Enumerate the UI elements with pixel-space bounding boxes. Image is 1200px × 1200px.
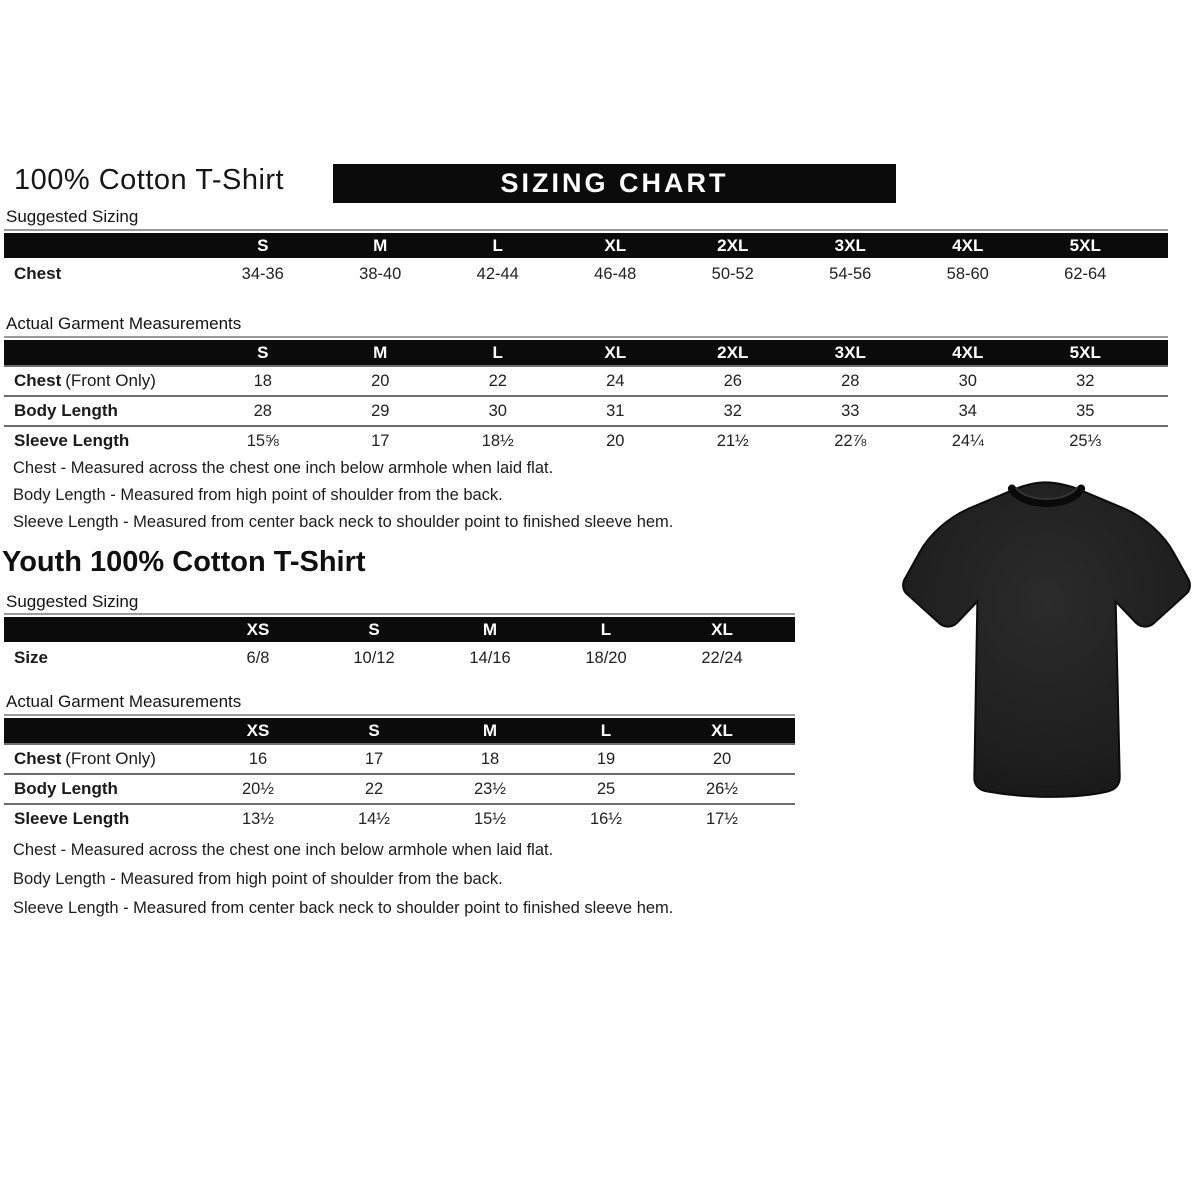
- page-title: 100% Cotton T-Shirt: [14, 164, 285, 196]
- table-cell: 25: [596, 780, 616, 798]
- sizing-chart-banner: SIZING CHART: [333, 164, 896, 203]
- header-spacer: [1144, 340, 1168, 365]
- table-row-body-length: [4, 395, 1168, 425]
- table-cell: 19: [596, 750, 616, 768]
- tshirt-product-image: [893, 470, 1198, 808]
- table-cell: 22: [488, 372, 507, 390]
- table-header-row: [4, 340, 1168, 365]
- table-row-chest-front-only: [4, 365, 1168, 395]
- table-cell: 22⅞: [834, 432, 867, 450]
- note-body-length: Body Length - Measured from high point of shoulder from the back.: [13, 870, 503, 888]
- size-col-header: L: [600, 620, 612, 639]
- size-col-header: L: [492, 343, 503, 362]
- note-chest: Chest - Measured across the chest one inch below armhole when laid flat.: [13, 841, 554, 859]
- table-cell: 62-64: [1064, 265, 1107, 283]
- table-cell: 26: [723, 372, 742, 390]
- table-cell: 28: [841, 372, 860, 390]
- youth-suggested-sizing-table: [4, 613, 795, 674]
- table-cell: 30: [958, 372, 977, 390]
- size-col-header: 5XL: [1069, 343, 1101, 362]
- header-spacer: [4, 340, 204, 365]
- table-cell: 50-52: [711, 265, 754, 283]
- adult-measurement-notes: [13, 459, 673, 540]
- table-cell: 22/24: [701, 649, 743, 667]
- size-col-header: XL: [604, 343, 627, 362]
- size-col-header: XL: [604, 236, 627, 255]
- table-cell: 33: [841, 402, 860, 420]
- table-cell: 18: [253, 372, 272, 390]
- table-cell: 28: [253, 402, 272, 420]
- row-label-main: Chest: [14, 371, 62, 390]
- table-cell: 21½: [716, 432, 749, 450]
- table-cell: 6/8: [246, 649, 270, 667]
- table-cell: 46-48: [594, 265, 637, 283]
- youth-suggested-sizing-label: Suggested Sizing: [6, 592, 139, 611]
- table-cell: 32: [723, 402, 742, 420]
- size-col-header: M: [482, 620, 498, 639]
- adult-measurements-table: [4, 336, 1168, 455]
- size-col-header: 2XL: [717, 343, 749, 362]
- table-cell: 14/16: [469, 649, 511, 667]
- row-label: Body Length: [14, 779, 118, 798]
- size-col-header: 3XL: [834, 236, 866, 255]
- note-sleeve-length: Sleeve Length - Measured from center back neck to shoulder point to finished sleeve hem.: [13, 513, 674, 531]
- table-row-sleeve-length: [4, 425, 1168, 455]
- table-cell: 31: [606, 402, 625, 420]
- size-col-header: S: [368, 620, 380, 639]
- table-header-row: [4, 718, 795, 743]
- size-col-header: 3XL: [834, 343, 866, 362]
- table-cell: 20: [712, 750, 732, 768]
- table-cell: 29: [371, 402, 390, 420]
- table-cell: 58-60: [946, 265, 989, 283]
- size-col-header: L: [600, 721, 612, 740]
- header-spacer: [780, 718, 795, 743]
- table-cell: 16: [248, 750, 268, 768]
- row-label-main: Chest: [14, 749, 62, 768]
- size-col-header: 4XL: [952, 236, 984, 255]
- table-cell: 26½: [705, 780, 739, 798]
- table-cell: 14½: [357, 810, 391, 828]
- size-col-header: XL: [711, 721, 733, 740]
- size-col-header: M: [373, 343, 388, 362]
- size-col-header: XS: [246, 620, 270, 639]
- table-cell: 34: [958, 402, 977, 420]
- size-col-header: L: [492, 236, 503, 255]
- table-cell: 20: [606, 432, 625, 450]
- header-spacer: [4, 718, 200, 743]
- table-cell: 30: [488, 402, 507, 420]
- table-cell: 32: [1076, 372, 1095, 390]
- table-cell: 23½: [473, 780, 507, 798]
- table-cell: 34-36: [241, 265, 284, 283]
- adult-suggested-sizing-table: [4, 229, 1168, 290]
- size-col-header: S: [257, 343, 269, 362]
- size-col-header: 4XL: [952, 343, 984, 362]
- table-row-size: [4, 642, 795, 674]
- table-cell: 10/12: [353, 649, 395, 667]
- table-cell: 17½: [705, 810, 739, 828]
- table-cell: 15⅝: [246, 432, 279, 450]
- header-spacer: [780, 617, 795, 642]
- table-cell: 18½: [481, 432, 514, 450]
- note-chest: Chest - Measured across the chest one inch below armhole when laid flat.: [13, 459, 554, 477]
- header-spacer: [4, 233, 204, 258]
- row-label: [4, 745, 200, 773]
- row-label-suffix: (Front Only): [65, 749, 156, 768]
- table-cell: 15½: [473, 810, 507, 828]
- size-col-header: M: [373, 236, 388, 255]
- table-cell: 35: [1076, 402, 1095, 420]
- table-cell: 22: [364, 780, 384, 798]
- size-col-header: XL: [711, 620, 733, 639]
- note-body-length: Body Length - Measured from high point of shoulder from the back.: [13, 486, 503, 504]
- table-cell: 24: [606, 372, 625, 390]
- table-row-sleeve-length: [4, 803, 795, 833]
- table-cell: 25⅓: [1069, 432, 1102, 450]
- table-row-chest-front-only: [4, 743, 795, 773]
- table-cell: 18: [480, 750, 500, 768]
- size-col-header: 2XL: [717, 236, 749, 255]
- adult-measurements-label: Actual Garment Measurements: [6, 314, 242, 333]
- tshirt-body-shape: [903, 482, 1190, 796]
- table-cell: 20½: [241, 780, 275, 798]
- table-row-chest: [4, 258, 1168, 290]
- header-spacer: [1144, 233, 1168, 258]
- row-label-suffix: (Front Only): [65, 371, 156, 390]
- table-header-row: [4, 233, 1168, 258]
- table-cell: 17: [371, 432, 390, 450]
- youth-measurements-label: Actual Garment Measurements: [6, 692, 242, 711]
- row-label: Body Length: [14, 401, 118, 420]
- size-col-header: S: [257, 236, 269, 255]
- adult-suggested-sizing-label: Suggested Sizing: [6, 207, 139, 226]
- size-col-header: S: [368, 721, 380, 740]
- table-cell: 20: [371, 372, 390, 390]
- table-cell: 13½: [241, 810, 275, 828]
- row-label: Sleeve Length: [14, 431, 130, 450]
- table-header-row: [4, 617, 795, 642]
- header-spacer: [4, 617, 200, 642]
- table-cell: 18/20: [585, 649, 627, 667]
- table-cell: 17: [364, 750, 384, 768]
- size-col-header: 5XL: [1069, 236, 1101, 255]
- table-cell: 24¼: [951, 432, 984, 450]
- table-cell: 38-40: [359, 265, 402, 283]
- size-col-header: XS: [246, 721, 270, 740]
- youth-measurement-notes: [13, 841, 673, 926]
- table-row-body-length: [4, 773, 795, 803]
- table-cell: 16½: [589, 810, 623, 828]
- row-label: [4, 367, 204, 395]
- table-cell: 42-44: [476, 265, 519, 283]
- size-col-header: M: [482, 721, 498, 740]
- row-label: Sleeve Length: [14, 809, 130, 828]
- table-cell: 54-56: [829, 265, 872, 283]
- row-label: Size: [14, 648, 49, 667]
- black-tshirt-graphic: [893, 470, 1198, 808]
- note-sleeve-length: Sleeve Length - Measured from center back neck to shoulder point to finished sleeve hem.: [13, 899, 674, 917]
- row-label: Chest: [14, 264, 62, 283]
- youth-title: Youth 100% Cotton T-Shirt: [2, 546, 366, 578]
- youth-measurements-table: [4, 714, 795, 833]
